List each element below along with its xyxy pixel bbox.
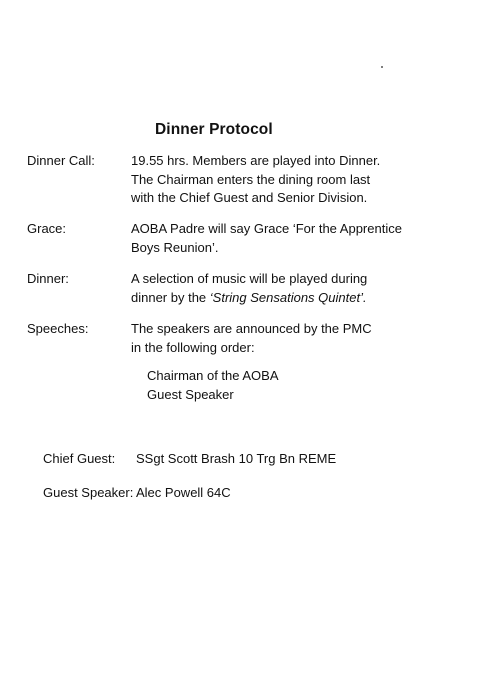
dinner-line-2 (131, 289, 367, 308)
chief-guest-value: SSgt Scott Brash 10 Trg Bn REME (136, 451, 337, 466)
scan-speck (381, 66, 383, 68)
dinner-call-label: Dinner Call: (27, 153, 95, 168)
guest-speaker-value: Alec Powell 64C (136, 485, 231, 500)
speeches-line-2: in the following order: (131, 339, 255, 355)
speeches-label: Speeches: (27, 321, 89, 336)
speaker-order-item: Guest Speaker (147, 386, 234, 402)
dinner-line-2-prefix: dinner by the (131, 289, 210, 305)
speaker-order-item: Chairman of the AOBA (147, 368, 279, 383)
page-title: Dinner Protocol (155, 121, 273, 138)
dinner-line-1: A selection of music will be played during (131, 271, 368, 286)
guest-speaker-label: Guest Speaker: (43, 485, 134, 500)
dinner-label: Dinner: (27, 271, 69, 286)
dinner-call-line-1: 19.55 hrs. Members are played into Dinner. (131, 153, 381, 168)
chief-guest-label: Chief Guest: (43, 451, 116, 466)
grace-label: Grace: (27, 221, 67, 236)
grace-line-1: AOBA Padre will say Grace ‘For the Apprentice (131, 221, 402, 236)
quintet-name: ‘String Sensations Quintet’. (209, 289, 367, 305)
speeches-line-1: The speakers are announced by the PMC (131, 321, 372, 336)
dinner-call-line-3: with the Chief Guest and Senior Division. (131, 190, 368, 205)
grace-line-2: Boys Reunion’. (131, 239, 219, 255)
dinner-call-line-2: The Chairman enters the dining room last (131, 171, 371, 187)
